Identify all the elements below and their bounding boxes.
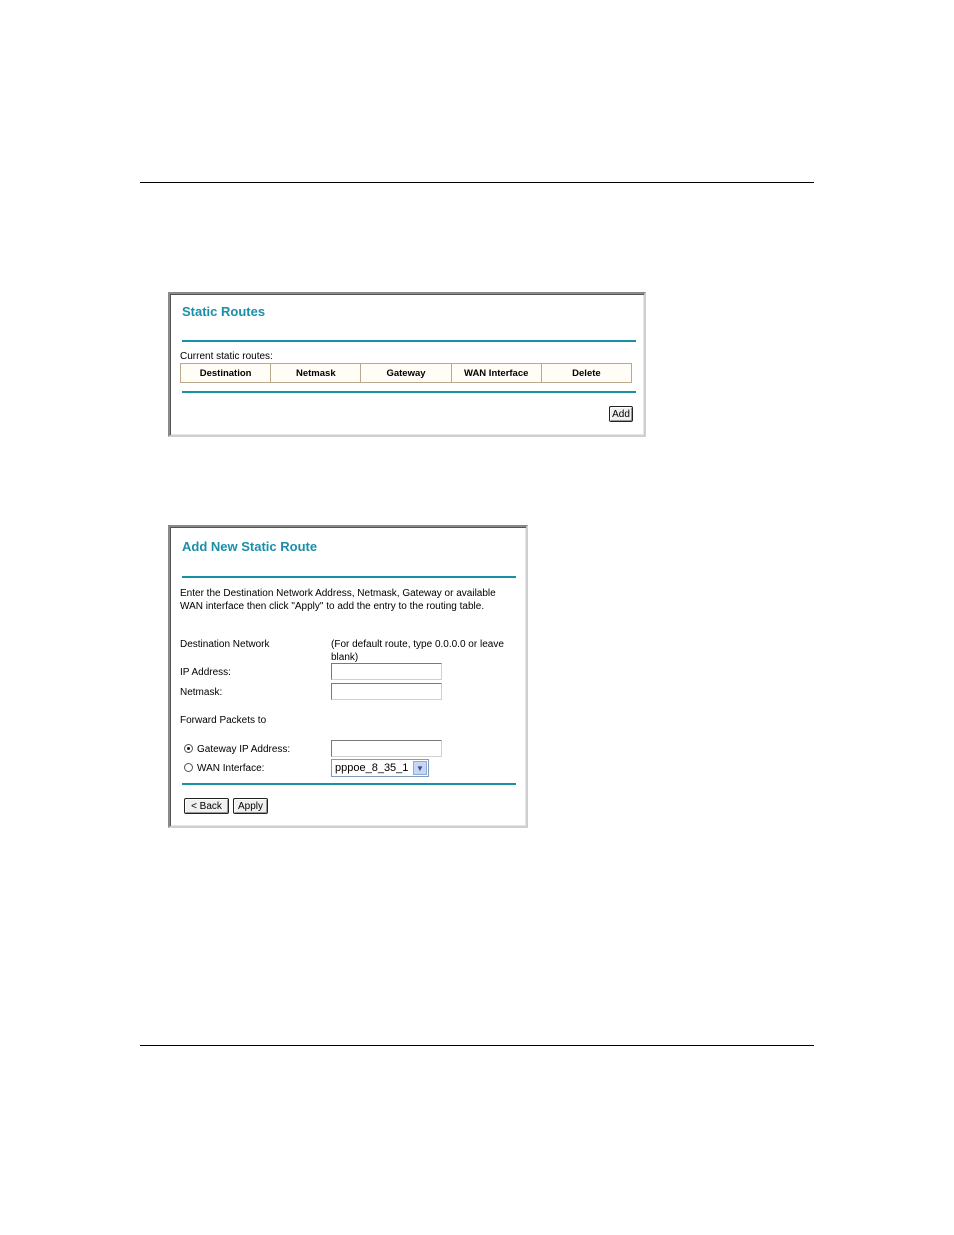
add-route-title: Add New Static Route [182, 539, 318, 554]
bottom-rule [140, 1045, 814, 1046]
column-netmask: Netmask [271, 364, 361, 382]
column-gateway: Gateway [361, 364, 451, 382]
instructions-line-2: WAN interface then click "Apply" to add the entry to the routing table. [180, 601, 485, 612]
gateway-ip-label: Gateway IP Address: [197, 744, 291, 755]
table-divider [182, 391, 636, 393]
ip-address-input[interactable] [331, 663, 442, 680]
top-rule [140, 182, 814, 183]
wan-interface-select[interactable] [331, 759, 429, 777]
wan-interface-radio[interactable] [184, 763, 193, 772]
column-destination: Destination [181, 364, 271, 382]
add-button[interactable]: Add [609, 406, 633, 422]
ip-address-label: IP Address: [180, 667, 231, 678]
instructions-line-1: Enter the Destination Network Address, Netmask, Gateway or available [180, 588, 496, 599]
default-route-hint-1: (For default route, type 0.0.0.0 or leave [331, 639, 504, 650]
back-button[interactable]: < Back [184, 798, 229, 814]
forward-packets-label: Forward Packets to [180, 715, 267, 726]
chevron-down-icon[interactable]: ▼ [413, 761, 427, 775]
wan-interface-label: WAN Interface: [197, 763, 265, 774]
wan-interface-value: pppoe_8_35_1 [335, 762, 409, 774]
routes-table-header [180, 363, 632, 383]
default-route-hint-2: blank) [331, 652, 359, 663]
title-divider [182, 340, 636, 342]
gateway-ip-input[interactable] [331, 740, 442, 757]
current-routes-label: Current static routes: [180, 351, 273, 362]
netmask-input[interactable] [331, 683, 442, 700]
apply-button[interactable]: Apply [233, 798, 268, 814]
column-delete: Delete [542, 364, 631, 382]
destination-network-label: Destination Network [180, 639, 270, 650]
static-routes-panel [168, 292, 646, 437]
netmask-label: Netmask: [180, 687, 223, 698]
column-wan-interface: WAN Interface [452, 364, 542, 382]
gateway-radio[interactable] [184, 744, 193, 753]
form-divider [182, 783, 516, 785]
title-divider [182, 576, 516, 578]
static-routes-title: Static Routes [182, 304, 266, 319]
add-static-route-panel [168, 525, 528, 828]
